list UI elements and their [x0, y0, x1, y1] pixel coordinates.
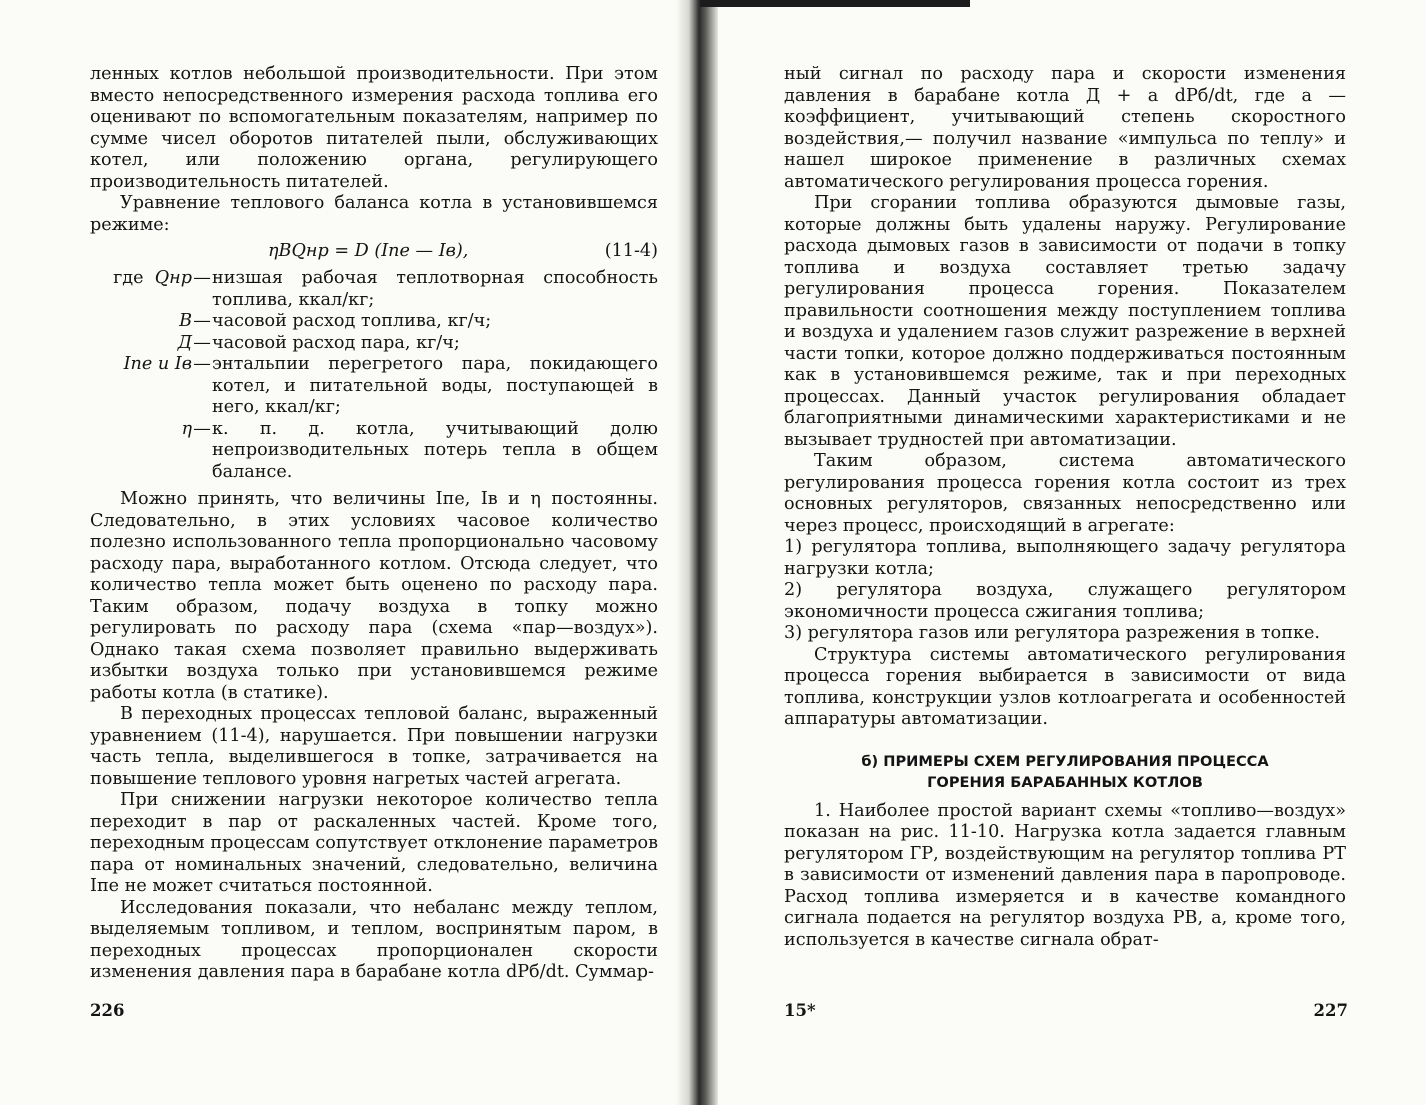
definition-row: Д — часовой расход пара, кг/ч;	[90, 333, 658, 355]
definition-row: где Qнр — низшая рабочая теплотворная способность топлива, ккал/кг;	[90, 268, 658, 311]
definition-symbol	[90, 268, 192, 311]
page-number: 226	[90, 1001, 125, 1020]
list-item: 1) регулятора топлива, выполняющего задачу регулятора нагрузки котла;	[784, 537, 1346, 579]
left-page	[0, 0, 700, 1105]
definition-row: Iпе и Iв — энтальпии перегретого пара, покидающего котел, и питательной воды, поступающей в него, ккал/кг;	[123, 354, 658, 417]
definition-text: к. п. д. котла, учитывающий долю непроизводительных потерь тепла в общем балансе.	[212, 418, 658, 482]
paragraph: В переходных процессах тепловой баланс, выраженный уравнением (11-4), нарушается. При повышении нагрузки часть тепла, выделившегося в топке, затрачивается на повышение теплового уровня нагретых частей агрегата.	[90, 704, 658, 789]
paragraph: ленных котлов небольшой производительности. При этом вместо непосредственного измерения расхода топлива его оценивают по вспомогательным показателям, например по сумме чисел оборотов питателей пыли, обслуживающих котел, или положению органа, регулирующего производительность питателей.	[90, 64, 658, 192]
section-heading	[784, 751, 1346, 793]
heading-line: б) ПРИМЕРЫ СХЕМ РЕГУЛИРОВАНИЯ ПРОЦЕССА	[861, 752, 1269, 770]
list-item: 2) регулятора воздуха, служащего регулятором экономичности процесса сжигания топлива;	[784, 580, 1346, 622]
paragraph: ный сигнал по расходу пара и скорости изменения давления в барабане котла Д + a dPб/dt, где a — коэффициент, учитывающий степень скоростного воздействия,— получил название «импульса по теплу» и нашел широкое применение в различных схемах автоматического регулирования процесса горения.	[784, 64, 1346, 192]
definitions-list	[90, 268, 658, 483]
equation-row	[90, 239, 658, 264]
heading-line: ГОРЕНИЯ БАРАБАННЫХ КОТЛОВ	[927, 773, 1203, 791]
paragraph: Таким образом, система автоматического регулирования процесса горения котла состоит из трех основных регуляторов, связанных непосредственно или через процесс, происходящий в агрегате:	[784, 451, 1346, 536]
definition-row: B — часовой расход топлива, кг/ч;	[90, 311, 658, 333]
right-page	[714, 0, 1426, 1105]
symbol: Qнр	[154, 268, 192, 288]
definition-text: часовой расход топлива, кг/ч;	[212, 311, 492, 331]
equation-number: (11-4)	[604, 241, 658, 261]
left-text-column	[90, 64, 658, 984]
page-number: 227	[1313, 1001, 1348, 1020]
where-label: где	[113, 268, 144, 288]
definition-text: часовой расход пара, кг/ч;	[212, 332, 460, 353]
paragraph: Структура системы автоматического регулирования процесса горения выбирается в зависимости от вида топлива, конструкции узлов котлоагрегата и особенностей аппаратуры автоматизации.	[784, 644, 1346, 729]
paragraph: Можно принять, что величины Iпе, Iв и η постоянны. Следовательно, в этих условиях часовое количество полезно использованного тепла пропорционально часовому расходу пара, выработанного котлом. Отсюда следует, что количество тепла может быть оценено по расходу пара. Таким образом, подачу воздуха в топку можно регулировать по расходу пара (схема «пар—воздух»). Однако такая схема позволяет правильно выдерживать избытки воздуха только при установившемся режиме работы котла (в статике).	[90, 489, 658, 703]
list-item: 3) регулятора газов или регулятора разрежения в топке.	[784, 623, 1320, 643]
definition-symbol: Iпе и Iв	[123, 354, 192, 374]
signature-mark: 15*	[784, 1001, 816, 1020]
paragraph: 1. Наиболее простой вариант схемы «топливо—воздух» показан на рис. 11-10. Нагрузка котла задается главным регулятором ГР, воздействующим на регулятор топлива РТ в зависимости от изменений давления пара в паропроводе. Расход топлива измеряется и в качестве командного сигнала подается на регулятор воздуха РВ, а, кроме того, используется в качестве сигнала обрат-	[784, 800, 1346, 950]
paragraph: При сгорании топлива образуются дымовые газы, которые должны быть удалены наружу. Регулирование расхода дымовых газов в зависимости от подачи в топку топлива и воздуха составляет третью задачу регулирования процесса горения. Показателем правильности соотношения между поступлением топлива и воздуха и удалением газов служит разрежение в верхней части топки, которое должно поддерживаться постоянным как в установившемся режиме, так и при переходных процессах. Данный участок регулирования обладает благоприятными динамическими характеристиками и не вызывает трудностей при автоматизации.	[784, 193, 1346, 450]
definition-symbol: B	[179, 311, 192, 331]
regulator-list	[784, 537, 1346, 645]
right-text-column	[784, 64, 1346, 951]
definition-symbol: Д	[177, 332, 192, 353]
definition-row: η — к. п. д. котла, учитывающий долю непроизводительных потерь тепла в общем балансе.	[181, 418, 658, 482]
paragraph: Уравнение теплового баланса котла в установившемся режиме:	[90, 193, 658, 235]
paragraph: Исследования показали, что небаланс между теплом, выделяемым топливом, и теплом, воспринятым паром, в переходных процессах пропорционален скорости изменения давления пара в барабане котла dPб/dt. Суммар-	[90, 897, 658, 982]
definition-symbol: η	[181, 418, 192, 439]
definition-text: энтальпии перегретого пара, покидающего котел, и питательной воды, поступающей в него, ккал/кг;	[212, 354, 658, 417]
equation: ηBQнр = D (Iпе — Iв),	[268, 241, 469, 261]
definition-text: низшая рабочая теплотворная способность топлива, ккал/кг;	[212, 268, 658, 310]
paragraph: При снижении нагрузки некоторое количество тепла переходит в пар от раскаленных частей. Кроме того, переходным процессам сопутствует отклонение параметров пара от номинальных значений, следовательно, величина Iпе не может считаться постоянной.	[90, 790, 658, 896]
